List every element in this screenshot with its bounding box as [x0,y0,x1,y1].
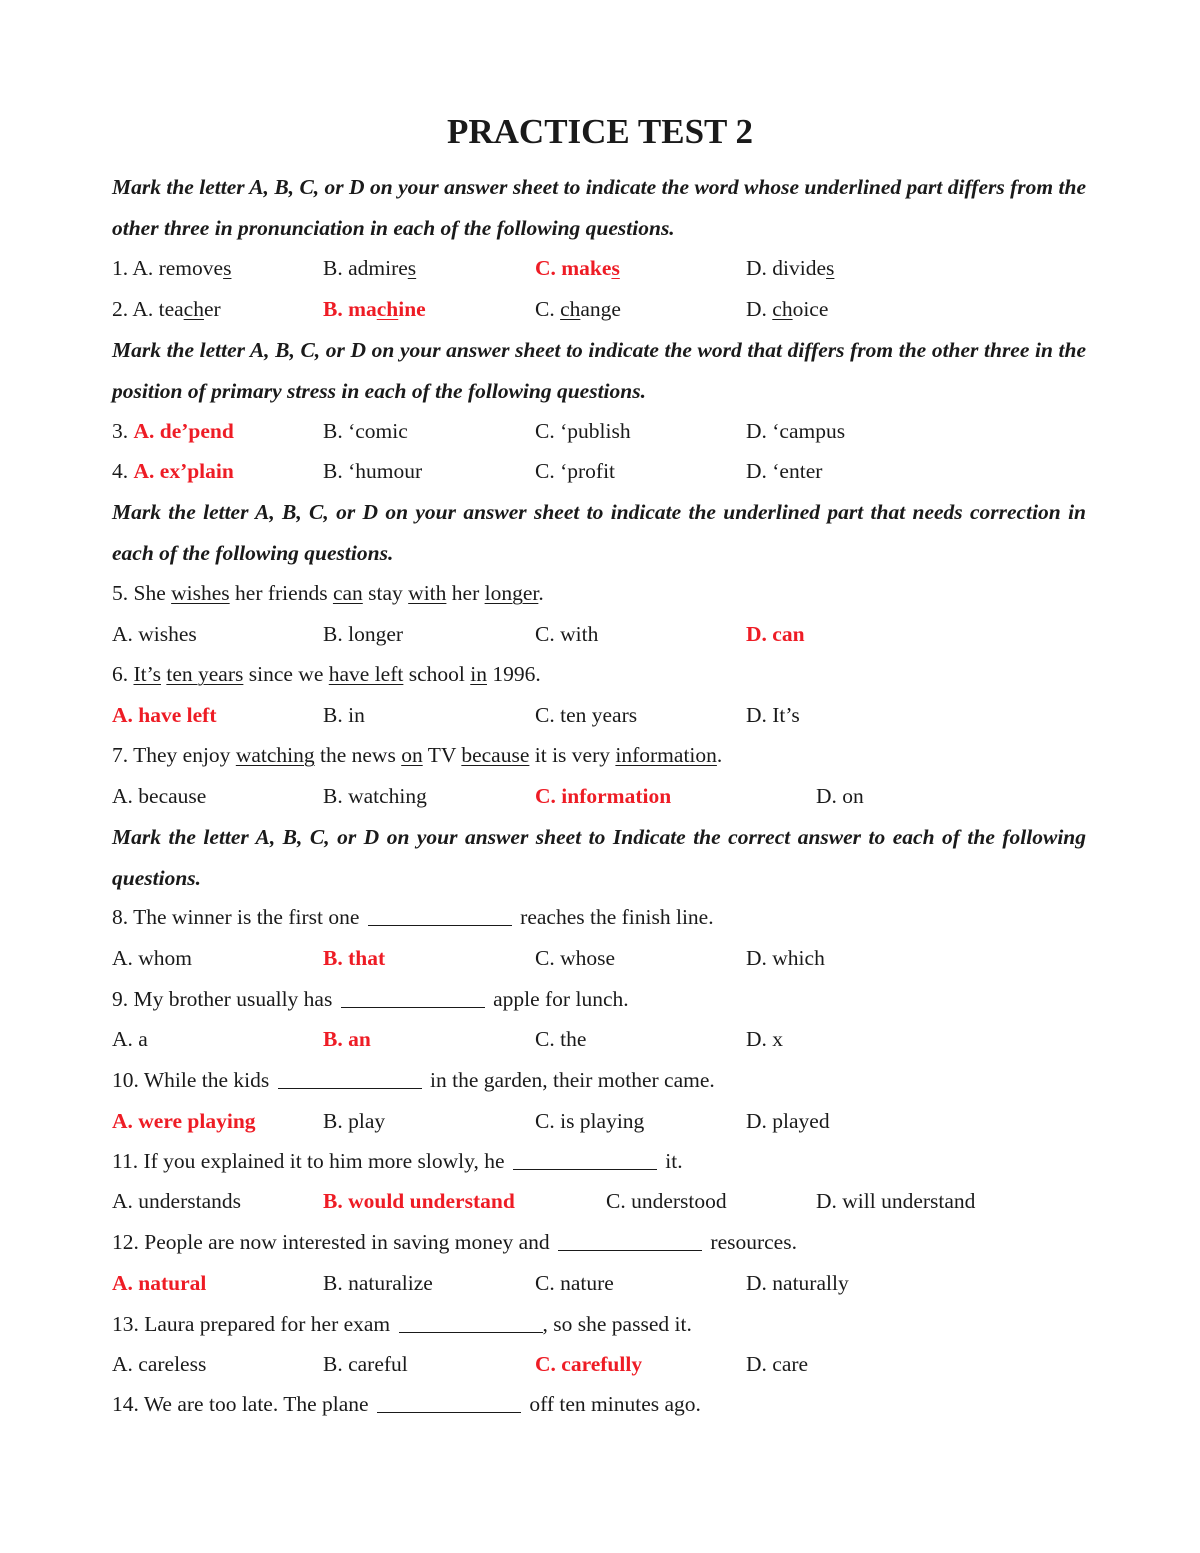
option-a: A. whom [112,946,193,970]
option-b: B. watching [323,784,427,808]
option-b: B. admires [323,256,417,280]
question-3 [0,416,1200,446]
option-a: A. careless [112,1352,207,1376]
question-13-stem: 13. Laura prepared for her exam , so she passed it. [112,1312,692,1336]
question-8-stem: 8. The winner is the first one reaches the finish line. [112,905,714,929]
option-d: D. x [746,1027,784,1051]
option-c: C. ‘publish [535,419,631,443]
option-b-answer: B. that [323,946,386,970]
option-b: B. in [323,703,365,727]
answer-blank [513,1147,657,1170]
option-d-answer: D. can [746,622,805,646]
option-b: B. play [323,1109,386,1133]
page-title: PRACTICE TEST 2 [446,112,754,151]
option-c-answer: C. information [535,784,672,808]
option-a-answer: A. have left [112,703,217,727]
option-a: 1. A. removes [112,256,232,280]
option-a: A. understands [112,1189,241,1213]
option-b: B. ‘comic [323,419,408,443]
question-12-options [0,1268,1200,1298]
question-5-options [0,619,1200,649]
option-b-answer: B. would understand [323,1189,515,1213]
option-a-answer: A. were playing [112,1109,256,1133]
instruction-stress: Mark the letter A, B, C, or D on your answer sheet to indicate the word that differs from the other three in the position of primary stress in each of the following questions. [112,338,1086,403]
option-d: D. will understand [816,1189,976,1213]
option-b: B. careful [323,1352,408,1376]
question-10-options [0,1106,1200,1136]
question-7-stem: 7. They enjoy watching the news on TV because it is very information. [112,743,723,767]
option-a-answer: A. natural [112,1271,207,1295]
question-9-stem: 9. My brother usually has apple for lunch. [112,987,629,1011]
question-10-stem: 10. While the kids in the garden, their mother came. [112,1068,715,1092]
option-a: A. a [112,1027,148,1051]
question-4 [0,456,1200,486]
question-2 [0,294,1200,324]
option-c-answer: C. makes [535,256,620,280]
option-a: A. because [112,784,207,808]
instruction-pronunciation: Mark the letter A, B, C, or D on your answer sheet to indicate the word whose underlined part differs from the other three in pronunciation in each of the following questions. [112,175,1086,240]
answer-blank [399,1310,543,1333]
question-6-stem: 6. It’s ten years since we have left school in 1996. [112,662,541,686]
option-a-answer: 4. A. ex’plain [112,459,234,483]
option-b-answer: B. machine [323,297,426,321]
option-d: D. divides [746,256,835,280]
option-c: C. with [535,622,599,646]
option-d: D. played [746,1109,830,1133]
option-c: C. whose [535,946,616,970]
question-8-options [0,943,1200,973]
option-c: C. nature [535,1271,614,1295]
option-c-answer: C. carefully [535,1352,643,1376]
option-d: D. ‘enter [746,459,823,483]
answer-blank [377,1390,521,1413]
option-c: C. change [535,297,621,321]
option-d: D. care [746,1352,809,1376]
question-9-options [0,1024,1200,1054]
instruction-correct-answer: Mark the letter A, B, C, or D on your answer sheet to Indicate the correct answer to each of the following questions. [112,825,1086,890]
option-c: C. ‘profit [535,459,616,483]
option-c: C. the [535,1027,587,1051]
answer-blank [341,985,485,1008]
answer-blank [368,903,512,926]
option-d: D. ‘campus [746,419,846,443]
question-11-options [0,1186,1200,1216]
question-6-options [0,700,1200,730]
question-7-options [0,781,1200,811]
option-d: D. which [746,946,825,970]
question-12-stem: 12. People are now interested in saving money and resources. [112,1230,797,1254]
question-13-options [0,1349,1200,1379]
question-11-stem: 11. If you explained it to him more slowly, he it. [112,1149,683,1173]
answer-blank [558,1228,702,1251]
question-14-stem: 14. We are too late. The plane off ten minutes ago. [112,1392,701,1416]
option-c: C. is playing [535,1109,645,1133]
option-d: D. It’s [746,703,800,727]
option-a-answer: 3. A. de’pend [112,419,234,443]
option-b-answer: B. an [323,1027,371,1051]
option-d: D. on [816,784,864,808]
option-d: D. naturally [746,1271,849,1295]
question-5-stem: 5. She wishes her friends can stay with her longer. [112,581,544,605]
option-c: C. understood [606,1189,727,1213]
option-b: B. naturalize [323,1271,433,1295]
question-1 [0,253,1200,283]
option-c: C. ten years [535,703,638,727]
option-d: D. choice [746,297,829,321]
option-a: A. wishes [112,622,197,646]
option-a: 2. A. teacher [112,297,221,321]
option-b: B. longer [323,622,404,646]
option-b: B. ‘humour [323,459,423,483]
instruction-correction: Mark the letter A, B, C, or D on your answer sheet to indicate the underlined part that needs correction in each of the following questions. [112,500,1086,565]
answer-blank [278,1066,422,1089]
